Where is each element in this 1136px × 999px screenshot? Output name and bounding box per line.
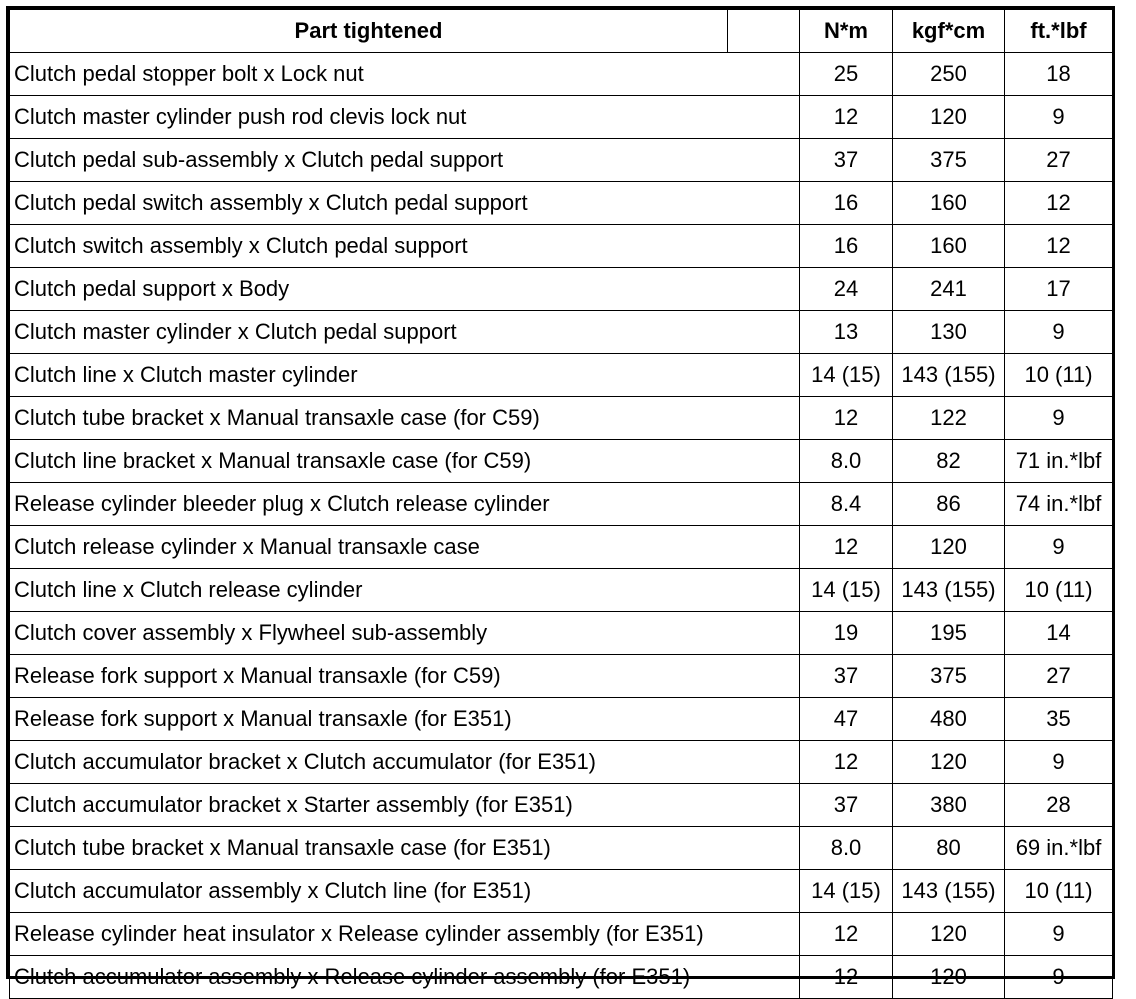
table-row [10, 182, 1113, 225]
torque-kgf-cm-cell: 480 [893, 698, 1005, 741]
torque-ft-lbf-cell: 12 [1005, 225, 1113, 268]
torque-ft-lbf-cell: 9 [1005, 96, 1113, 139]
table-row [10, 440, 1113, 483]
part-tightened-cell: Clutch accumulator assembly x Clutch line (for E351) [10, 870, 800, 913]
torque-ft-lbf-cell: 9 [1005, 311, 1113, 354]
torque-kgf-cm-cell: 120 [893, 526, 1005, 569]
torque-kgf-cm-cell: 160 [893, 225, 1005, 268]
table-row [10, 526, 1113, 569]
part-tightened-cell: Release fork support x Manual transaxle (for E351) [10, 698, 800, 741]
part-tightened-cell: Clutch release cylinder x Manual transaxle case [10, 526, 800, 569]
table-row [10, 655, 1113, 698]
torque-nm-cell: 14 (15) [800, 354, 893, 397]
part-tightened-cell: Clutch switch assembly x Clutch pedal support [10, 225, 800, 268]
table-row [10, 397, 1113, 440]
torque-kgf-cm-cell: 195 [893, 612, 1005, 655]
torque-ft-lbf-cell: 10 (11) [1005, 569, 1113, 612]
table-row [10, 139, 1113, 182]
torque-kgf-cm-cell: 86 [893, 483, 1005, 526]
torque-ft-lbf-cell: 9 [1005, 741, 1113, 784]
part-tightened-cell: Clutch master cylinder push rod clevis lock nut [10, 96, 800, 139]
torque-kgf-cm-cell: 80 [893, 827, 1005, 870]
torque-nm-cell: 12 [800, 956, 893, 999]
part-tightened-cell: Clutch tube bracket x Manual transaxle case (for E351) [10, 827, 800, 870]
part-tightened-cell: Clutch tube bracket x Manual transaxle case (for C59) [10, 397, 800, 440]
torque-ft-lbf-cell: 14 [1005, 612, 1113, 655]
torque-nm-cell: 37 [800, 139, 893, 182]
torque-spec-table [9, 9, 1113, 999]
torque-kgf-cm-cell: 143 (155) [893, 354, 1005, 397]
torque-nm-cell: 12 [800, 397, 893, 440]
torque-nm-cell: 8.0 [800, 827, 893, 870]
torque-ft-lbf-cell: 35 [1005, 698, 1113, 741]
table-row [10, 741, 1113, 784]
table-row [10, 354, 1113, 397]
torque-ft-lbf-cell: 27 [1005, 655, 1113, 698]
torque-ft-lbf-cell: 9 [1005, 956, 1113, 999]
torque-nm-cell: 12 [800, 526, 893, 569]
part-tightened-cell: Clutch line x Clutch release cylinder [10, 569, 800, 612]
table-row [10, 483, 1113, 526]
table-body [10, 53, 1113, 999]
table-row [10, 53, 1113, 96]
torque-kgf-cm-cell: 120 [893, 96, 1005, 139]
torque-ft-lbf-cell: 9 [1005, 913, 1113, 956]
header-nm: N*m [800, 10, 893, 53]
part-tightened-cell: Clutch accumulator bracket x Starter assembly (for E351) [10, 784, 800, 827]
header-blank-cell [728, 10, 800, 53]
table-row [10, 827, 1113, 870]
part-tightened-cell: Clutch accumulator bracket x Clutch accumulator (for E351) [10, 741, 800, 784]
table-row [10, 784, 1113, 827]
torque-kgf-cm-cell: 380 [893, 784, 1005, 827]
torque-ft-lbf-cell: 10 (11) [1005, 870, 1113, 913]
torque-nm-cell: 12 [800, 741, 893, 784]
torque-kgf-cm-cell: 250 [893, 53, 1005, 96]
torque-kgf-cm-cell: 82 [893, 440, 1005, 483]
header-part-tightened: Part tightened [10, 10, 728, 53]
torque-nm-cell: 24 [800, 268, 893, 311]
torque-kgf-cm-cell: 143 (155) [893, 870, 1005, 913]
torque-kgf-cm-cell: 160 [893, 182, 1005, 225]
table-row [10, 268, 1113, 311]
table-row [10, 569, 1113, 612]
torque-spec-table-frame [6, 6, 1115, 989]
part-tightened-cell: Clutch pedal switch assembly x Clutch pedal support [10, 182, 800, 225]
part-tightened-cell: Clutch master cylinder x Clutch pedal support [10, 311, 800, 354]
torque-ft-lbf-cell: 71 in.*lbf [1005, 440, 1113, 483]
torque-nm-cell: 19 [800, 612, 893, 655]
part-tightened-cell: Clutch line bracket x Manual transaxle case (for C59) [10, 440, 800, 483]
torque-nm-cell: 16 [800, 225, 893, 268]
torque-nm-cell: 14 (15) [800, 870, 893, 913]
header-kgf-cm: kgf*cm [893, 10, 1005, 53]
torque-kgf-cm-cell: 120 [893, 741, 1005, 784]
torque-ft-lbf-cell: 9 [1005, 526, 1113, 569]
table-row [10, 96, 1113, 139]
table-row [10, 225, 1113, 268]
torque-nm-cell: 37 [800, 655, 893, 698]
part-tightened-cell: Clutch pedal stopper bolt x Lock nut [10, 53, 800, 96]
table-header-row [10, 10, 1113, 53]
torque-kgf-cm-cell: 120 [893, 956, 1005, 999]
torque-ft-lbf-cell: 27 [1005, 139, 1113, 182]
table-row [10, 913, 1113, 956]
torque-kgf-cm-cell: 130 [893, 311, 1005, 354]
torque-ft-lbf-cell: 69 in.*lbf [1005, 827, 1113, 870]
torque-kgf-cm-cell: 375 [893, 655, 1005, 698]
torque-ft-lbf-cell: 9 [1005, 397, 1113, 440]
part-tightened-cell: Release cylinder heat insulator x Release cylinder assembly (for E351) [10, 913, 800, 956]
part-tightened-cell: Clutch pedal sub-assembly x Clutch pedal support [10, 139, 800, 182]
torque-kgf-cm-cell: 375 [893, 139, 1005, 182]
torque-nm-cell: 12 [800, 913, 893, 956]
part-tightened-cell: Clutch pedal support x Body [10, 268, 800, 311]
table-row [10, 698, 1113, 741]
torque-nm-cell: 25 [800, 53, 893, 96]
torque-ft-lbf-cell: 10 (11) [1005, 354, 1113, 397]
part-tightened-cell: Release fork support x Manual transaxle (for C59) [10, 655, 800, 698]
torque-ft-lbf-cell: 12 [1005, 182, 1113, 225]
torque-nm-cell: 8.0 [800, 440, 893, 483]
part-tightened-cell: Clutch cover assembly x Flywheel sub-assembly [10, 612, 800, 655]
part-tightened-cell: Clutch accumulator assembly x Release cylinder assembly (for E351) [10, 956, 800, 999]
torque-kgf-cm-cell: 120 [893, 913, 1005, 956]
table-row [10, 956, 1113, 999]
torque-nm-cell: 37 [800, 784, 893, 827]
part-tightened-cell: Clutch line x Clutch master cylinder [10, 354, 800, 397]
torque-nm-cell: 16 [800, 182, 893, 225]
torque-nm-cell: 12 [800, 96, 893, 139]
torque-kgf-cm-cell: 122 [893, 397, 1005, 440]
table-row [10, 311, 1113, 354]
torque-ft-lbf-cell: 74 in.*lbf [1005, 483, 1113, 526]
table-row [10, 870, 1113, 913]
torque-kgf-cm-cell: 143 (155) [893, 569, 1005, 612]
torque-ft-lbf-cell: 28 [1005, 784, 1113, 827]
torque-nm-cell: 8.4 [800, 483, 893, 526]
torque-ft-lbf-cell: 17 [1005, 268, 1113, 311]
torque-ft-lbf-cell: 18 [1005, 53, 1113, 96]
header-ft-lbf: ft.*lbf [1005, 10, 1113, 53]
part-tightened-cell: Release cylinder bleeder plug x Clutch release cylinder [10, 483, 800, 526]
table-row [10, 612, 1113, 655]
torque-nm-cell: 14 (15) [800, 569, 893, 612]
torque-kgf-cm-cell: 241 [893, 268, 1005, 311]
torque-nm-cell: 47 [800, 698, 893, 741]
torque-nm-cell: 13 [800, 311, 893, 354]
